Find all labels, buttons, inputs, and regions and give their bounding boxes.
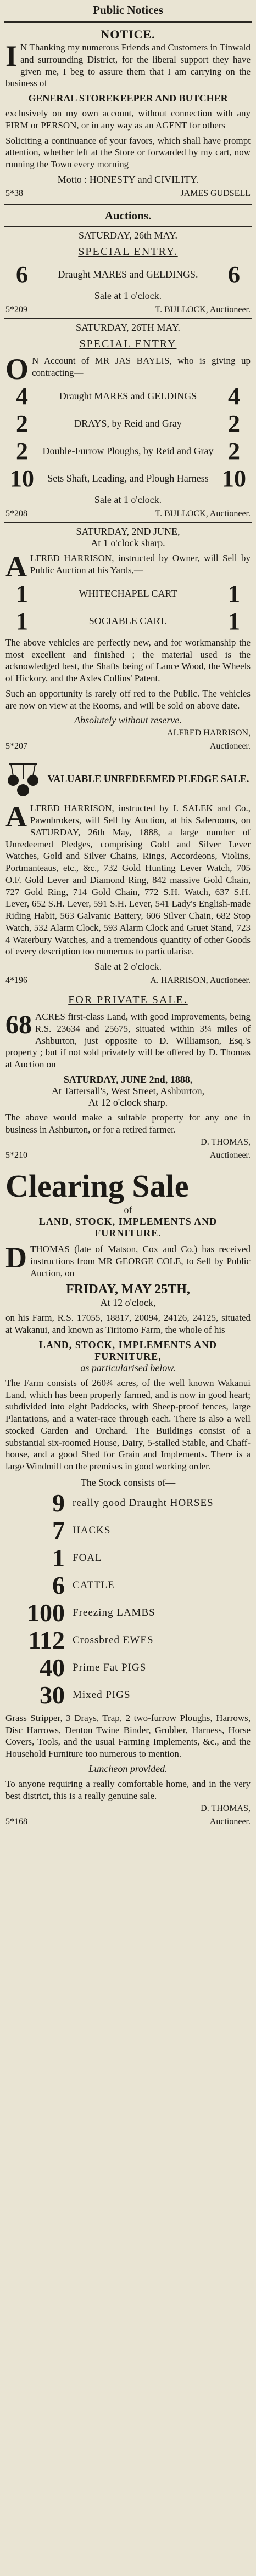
private-sale-text [5, 1011, 251, 1071]
auction-intro [5, 352, 251, 386]
notice-paragraph-2: exclusively on my own account, without connection with any FIRM or PERSON, or in any way as an AGENT for others [5, 108, 251, 131]
pawn-heading: VALUABLE UNREDEEMED PLEDGE SALE. [47, 773, 249, 785]
luncheon-note: Luncheon provided. [88, 1763, 168, 1774]
signer: D. THOMAS, [201, 1137, 251, 1147]
clearing-sale-title: Clearing Sale [5, 1168, 189, 1204]
stock-count: 112 [28, 1626, 65, 1654]
divider [4, 203, 252, 205]
quantity: 1 [16, 607, 28, 635]
motto: Motto : HONESTY and CIVILITY. [57, 173, 199, 185]
sale-date: SATURDAY, JUNE 2nd, 1888, [63, 1073, 193, 1085]
special-entry: SPECIAL ENTRY. [78, 245, 178, 258]
auction-footer [5, 509, 251, 519]
quantity: 4 [16, 382, 28, 410]
section-header: Public Notices [93, 3, 163, 16]
stock-item [5, 1628, 251, 1653]
auction-footer [5, 741, 251, 751]
clearing-footer [5, 1817, 251, 1827]
quantity: 2 [228, 437, 240, 465]
signer: T. BULLOCK, Auctioneer. [155, 304, 251, 314]
notice-title: NOTICE. [101, 27, 155, 41]
item-description: DRAYS, by Reid and Gray [74, 418, 182, 429]
sale-time: At 12 o'clock sharp. [88, 1096, 168, 1108]
stock-item [5, 1545, 251, 1571]
signer: T. BULLOCK, Auctioneer. [155, 508, 251, 518]
private-sale-footer [5, 1151, 251, 1160]
auction-item-row [5, 467, 251, 491]
stock-description: FOAL [73, 1552, 102, 1564]
stock-item [5, 1680, 251, 1709]
auction-item-row [5, 384, 251, 409]
auction-advert-4 [5, 760, 251, 986]
stock-count: 7 [52, 1516, 65, 1544]
stock-item [5, 1518, 251, 1543]
notice-text [5, 39, 251, 89]
auction-body-2: Such an opportunity is rarely off red to the Public. The vehicles are now on view at the Rooms, and will be sold on above date. [5, 688, 251, 711]
ref-code: 5*38 [5, 188, 23, 198]
private-sale-body: The above would make a suitable property for any one in business in Ashburton, or for a retired farmer. [5, 1112, 251, 1135]
ref-code: 5*168 [5, 1817, 27, 1827]
item-description: SOCIABLE CART. [88, 615, 168, 627]
quantity: 2 [228, 410, 240, 437]
ref-code: 5*208 [5, 508, 27, 518]
stock-item [5, 1573, 251, 1598]
signer-role: Auctioneer. [209, 1151, 251, 1160]
quantity: 1 [228, 607, 240, 635]
auction-item-row [5, 609, 251, 633]
clearing-subtitle: LAND, STOCK, IMPLEMENTS AND FURNITURE. [38, 1216, 218, 1239]
divider [4, 318, 252, 319]
ref-code: 4*196 [5, 976, 27, 985]
stock-count: 30 [40, 1680, 65, 1709]
sale-date: FRIDAY, MAY 25TH, [66, 1282, 190, 1297]
stock-description: CATTLE [73, 1579, 115, 1591]
ref-code: 5*207 [5, 741, 27, 751]
clearing-sale-advert [5, 1170, 251, 1827]
signer-role: Auctioneer. [209, 741, 251, 751]
clearing-intro [5, 1243, 251, 1279]
pawnbroker-balls-icon [5, 760, 41, 798]
quantity: 1 [16, 580, 28, 607]
stock-description: Crossbred EWES [73, 1634, 154, 1646]
auction-item-row [5, 582, 251, 606]
ref-code: 5*209 [5, 304, 27, 314]
stock-item [5, 1488, 251, 1517]
intro-text: THOMAS (late of Matson, Cox and Co.) has received instructions from MR GEORGE COLE, to Sell by Public Auction, on [30, 1244, 251, 1278]
stock-count: 100 [27, 1598, 65, 1627]
location-text: on his Farm, R.S. 17055, 18817, 20094, 24126, 24125, situated at Wakanui, and known as Tiritomo Farm, the whole of his [5, 1312, 251, 1335]
sale-time: Sale at 2 o'clock. [94, 961, 162, 972]
auction-date: SATURDAY, 2ND JUNE, [76, 525, 180, 537]
stock-count: 6 [52, 1571, 65, 1599]
signer: D. THOMAS, [201, 1804, 251, 1814]
notice-footer [5, 189, 251, 199]
drop-cap: I [5, 39, 18, 72]
sale-place: At Tattersall's, West Street, Ashburton, [51, 1085, 205, 1096]
signer: A. HARRISON, Auctioneer. [150, 976, 251, 985]
stock-item [5, 1600, 251, 1626]
quantity: 10 [222, 465, 246, 492]
drop-cap: O [5, 352, 29, 386]
private-sale-heading: FOR PRIVATE SALE. [68, 994, 188, 1006]
stock-item [5, 1655, 251, 1680]
signer: JAMES GUDSELL [180, 188, 251, 198]
implements-text: Grass Stripper, 3 Drays, Trap, 2 two-furrow Ploughs, Harrows, Disc Harrows, Denton Twine Binder, Grubber, Harness, Horse Covers, Tools, and the usual Farming Implements, &c., and the Household Furniture too numerous to mention. [5, 1712, 251, 1759]
stock-count: 40 [40, 1653, 65, 1682]
stock-description: really good Draught HORSES [73, 1497, 214, 1509]
signer: ALFRED HARRISON, [166, 728, 251, 738]
auction-date: SATURDAY, 26th MAY. [78, 229, 178, 241]
auction-item-row [5, 263, 251, 287]
auction-item-row [5, 439, 251, 463]
auction-item-row [5, 412, 251, 436]
quantity: 6 [228, 261, 240, 288]
drop-cap: D [5, 1241, 27, 1275]
sale-time: Sale at 1 o'clock. [94, 290, 162, 301]
stock-description: Prime Fat PIGS [73, 1661, 147, 1673]
private-sale-paragraph: ACRES first-class Land, with good Improvements, being R.S. 23634 and 25675, situated within 3¼ miles of Ashburton, just opposite to D. Williamson, Esq.'s property ; but if not sold privately will be offered by D. Thomas at Auction on [5, 1011, 251, 1069]
stock-intro: The Stock consists of— [80, 1476, 176, 1488]
quantity: 4 [228, 382, 240, 410]
item-description: Draught MARES and GELDINGS [59, 390, 197, 402]
auction-footer [5, 976, 251, 986]
stock-description: Freezing LAMBS [73, 1606, 155, 1618]
intro-text: N Account of MR JAS BAYLIS, who is giving up contracting— [32, 355, 251, 378]
special-entry: SPECIAL ENTRY [79, 337, 177, 350]
drop-cap: A [5, 550, 27, 583]
divider [4, 522, 252, 523]
notice-paragraph: N Thanking my numerous Friends and Customers in Tinwald and surrounding District, for the liberal support they have given me, I beg to assure them that I am carrying on the business of [5, 42, 251, 89]
auction-date: SATURDAY, 26TH MAY. [75, 321, 181, 333]
auction-advert-1 [5, 230, 251, 315]
auction-advert-3 [5, 526, 251, 752]
clearing-heading-2: LAND, STOCK, IMPLEMENTS AND FURNITURE, [38, 1339, 218, 1362]
intro-text: LFRED HARRISON, instructed by Owner, will Sell by Public Auction at his Yards,— [30, 552, 251, 575]
stock-count: 9 [52, 1488, 65, 1517]
stock-description: Mixed PIGS [73, 1689, 131, 1701]
pawn-header [5, 760, 251, 798]
item-description: Sets Shaft, Leading, and Plough Harness [47, 473, 209, 484]
item-description: WHITECHAPEL CART [79, 588, 177, 599]
auction-footer [5, 305, 251, 315]
auction-time: At 1 o'clock sharp. [91, 537, 165, 548]
of-label: of [124, 1204, 132, 1216]
auction-text: LFRED HARRISON, instructed by I. SALEK and Co., Pawnbrokers, will Sell by Auction, at his Salerooms, on SATURDAY, 26th May, 1888, a large number of Unredeemed Pledges, comprising Gold and Silver Lever Watches, Gold and Silver Chains, Rings, Accordeons, Violins, Portmanteaus, etc., &c., 732 Gold Hunting Lever Watch, 705 O.F. Gold Lever and Diamond Ring, 842 massive Gold Chain, 727 Gold Ring, 714 Gold Chain, 772 S.H. Watch, 637 S.H. Lever, 652 S.H. Lever, 591 S.H. Lever, 541 Lady's English-made Riding Habit, 563 Galvanic Battery, 606 Silver Chain, 682 Stop Watch, 532 Alarm Clock, 593 Alarm Clock and Gruet Stand, 723 4 Waterbury Watches, and a tremendous quantity of other Goods of every description too numerous to particularise. [5, 803, 251, 957]
private-sale-advert [5, 994, 251, 1160]
quantity: 10 [10, 465, 34, 492]
quantity: 2 [16, 410, 28, 437]
ref-code: 5*210 [5, 1151, 27, 1160]
sale-time: Sale at 1 o'clock. [94, 494, 162, 505]
divider [4, 21, 252, 23]
closing-text: To anyone requiring a really comfortable home, and in the very best district, this is a really genuine sale. [5, 1778, 251, 1801]
auction-intro [5, 550, 251, 583]
item-description: Double-Furrow Ploughs, by Reid and Gray [42, 445, 214, 457]
quantity: 1 [228, 580, 240, 607]
drop-cap: A [5, 800, 27, 834]
reserve-note: Absolutely without reserve. [74, 715, 182, 726]
business-name: GENERAL STOREKEEPER AND BUTCHER [28, 93, 228, 104]
stock-count: 1 [52, 1543, 65, 1572]
sale-time: At 12 o'clock, [100, 1297, 156, 1309]
auction-body [5, 802, 251, 958]
quantity: 6 [16, 261, 28, 288]
farm-description: The Farm consists of 260¾ acres, of the well known Wakanui Land, which has been properly farmed, and is now in good heart; subdivided into eight Paddocks, with Sheep-proof fences, large Plantations, and a water-race through each. There is also a well stocked Garden and Orchard. The Buildings consist of a substantial six-roomed House, Dairy, 5-stalled Stable, and Chaff-house, and a good Shed for Grain and Implements. There is a large Windmill on the premises in good working order. [5, 1377, 251, 1472]
lead-number: 68 [5, 1010, 32, 1039]
auction-body: The above vehicles are perfectly new, and for workmanship the most excellent and finished ; the material used is the acknowledged best, the Shafts being of Lance Wood, the Wheels of Hickory, and the Axles Collins' Patent. [5, 637, 251, 683]
auction-advert-2 [5, 322, 251, 519]
item-description: Draught MARES and GELDINGS. [58, 269, 198, 280]
signer-role: Auctioneer. [209, 1817, 251, 1827]
auctions-header: Auctions. [104, 208, 152, 222]
notice-paragraph-3: Soliciting a continuance of your favors, which shall have prompt attention, whether left at the Store or forwarded by my cart, now running the Town every morning [5, 135, 251, 169]
stock-description: HACKS [73, 1524, 111, 1536]
divider [4, 226, 252, 227]
notice-advert [5, 27, 251, 199]
quantity: 2 [16, 437, 28, 465]
clearing-sub: as particularised below. [80, 1362, 176, 1373]
